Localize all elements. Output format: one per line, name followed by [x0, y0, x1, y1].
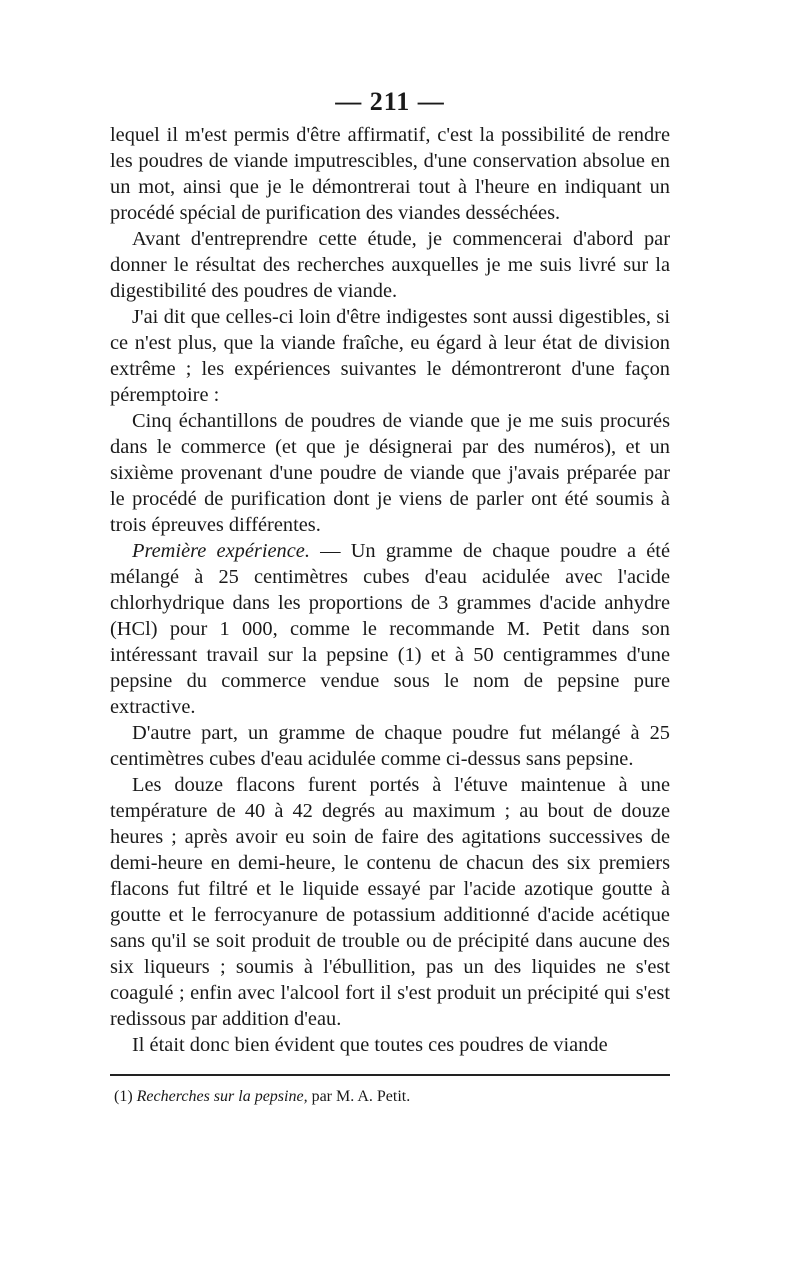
paragraph: Les douze flacons furent portés à l'étuve maintenue à une température de 40 à 42 degrés au maximum ; au bout de douze heures ; après avoir eu soin de faire des agitations successives de demi-heure en demi-heure, le contenu de chacun des six premiers flacons fut filtré et le liquide essayé par l'acide azotique goutte à goutte et le ferrocyanure de potassium additionné d'acide acétique sans qu'il se soit produit de trouble ou de précipité dans aucune des six liqueurs ; soumis à l'ébullition, pas un des liquides ne s'est coagulé ; enfin avec l'alcool fort il s'est produit un précipité qui s'est redissous par addition d'eau.	[110, 774, 670, 1030]
paragraph: D'autre part, un gramme de chaque poudre fut mélangé à 25 centimètres cubes d'eau acidulée comme ci-dessus sans pepsine.	[110, 722, 670, 770]
paragraph: Il était donc bien évident que toutes ces poudres de viande	[132, 1034, 608, 1056]
paragraph: Cinq échantillons de poudres de viande que je me suis procurés dans le commerce (et que je désignerai par des numéros), et un sixième provenant d'une poudre de viande que j'avais préparée par le procédé de purification dont je viens de parler ont été soumis à trois épreuves différentes.	[110, 410, 670, 536]
footnote-title: Recherches sur la pepsine,	[136, 1088, 308, 1105]
page-number: — 211 —	[335, 87, 445, 116]
body-text	[110, 122, 670, 1058]
footnote	[114, 1086, 670, 1108]
paragraph: lequel il m'est permis d'être affirmatif, c'est la possibilité de rendre les poudres de viande imputrescibles, d'une conservation absolue en un mot, ainsi que je le démontrerai tout à l'heure en indiquant un procédé spécial de purification des viandes desséchées.	[110, 124, 670, 224]
experiment-text: — Un gramme de chaque poudre a été mélangé à 25 centimètres cubes d'eau acidulée avec l'acide chlorhydrique dans les proportions de 3 grammes d'acide anhydre (HCl) pour 1 000, comme le recommande M. Petit dans son intéressant travail sur la pepsine (1) et à 50 centigrammes d'une pepsine du commerce vendue sous le nom de pepsine pure extractive.	[110, 540, 670, 718]
experiment-paragraph	[110, 538, 670, 720]
footnote-divider	[110, 1074, 670, 1076]
footnote-author: par M. A. Petit.	[307, 1088, 411, 1105]
paragraph: J'ai dit que celles-ci loin d'être indigestes sont aussi digestibles, si ce n'est plus, que la viande fraîche, eu égard à leur état de division extrême ; les expériences suivantes le démontreront d'une façon péremptoire :	[110, 306, 670, 406]
footnote-marker: (1)	[114, 1088, 133, 1105]
experiment-title: Première expérience.	[132, 540, 310, 562]
paragraph: Avant d'entreprendre cette étude, je commencerai d'abord par donner le résultat des recherches auxquelles je me suis livré sur la digestibilité des poudres de viande.	[110, 228, 670, 302]
